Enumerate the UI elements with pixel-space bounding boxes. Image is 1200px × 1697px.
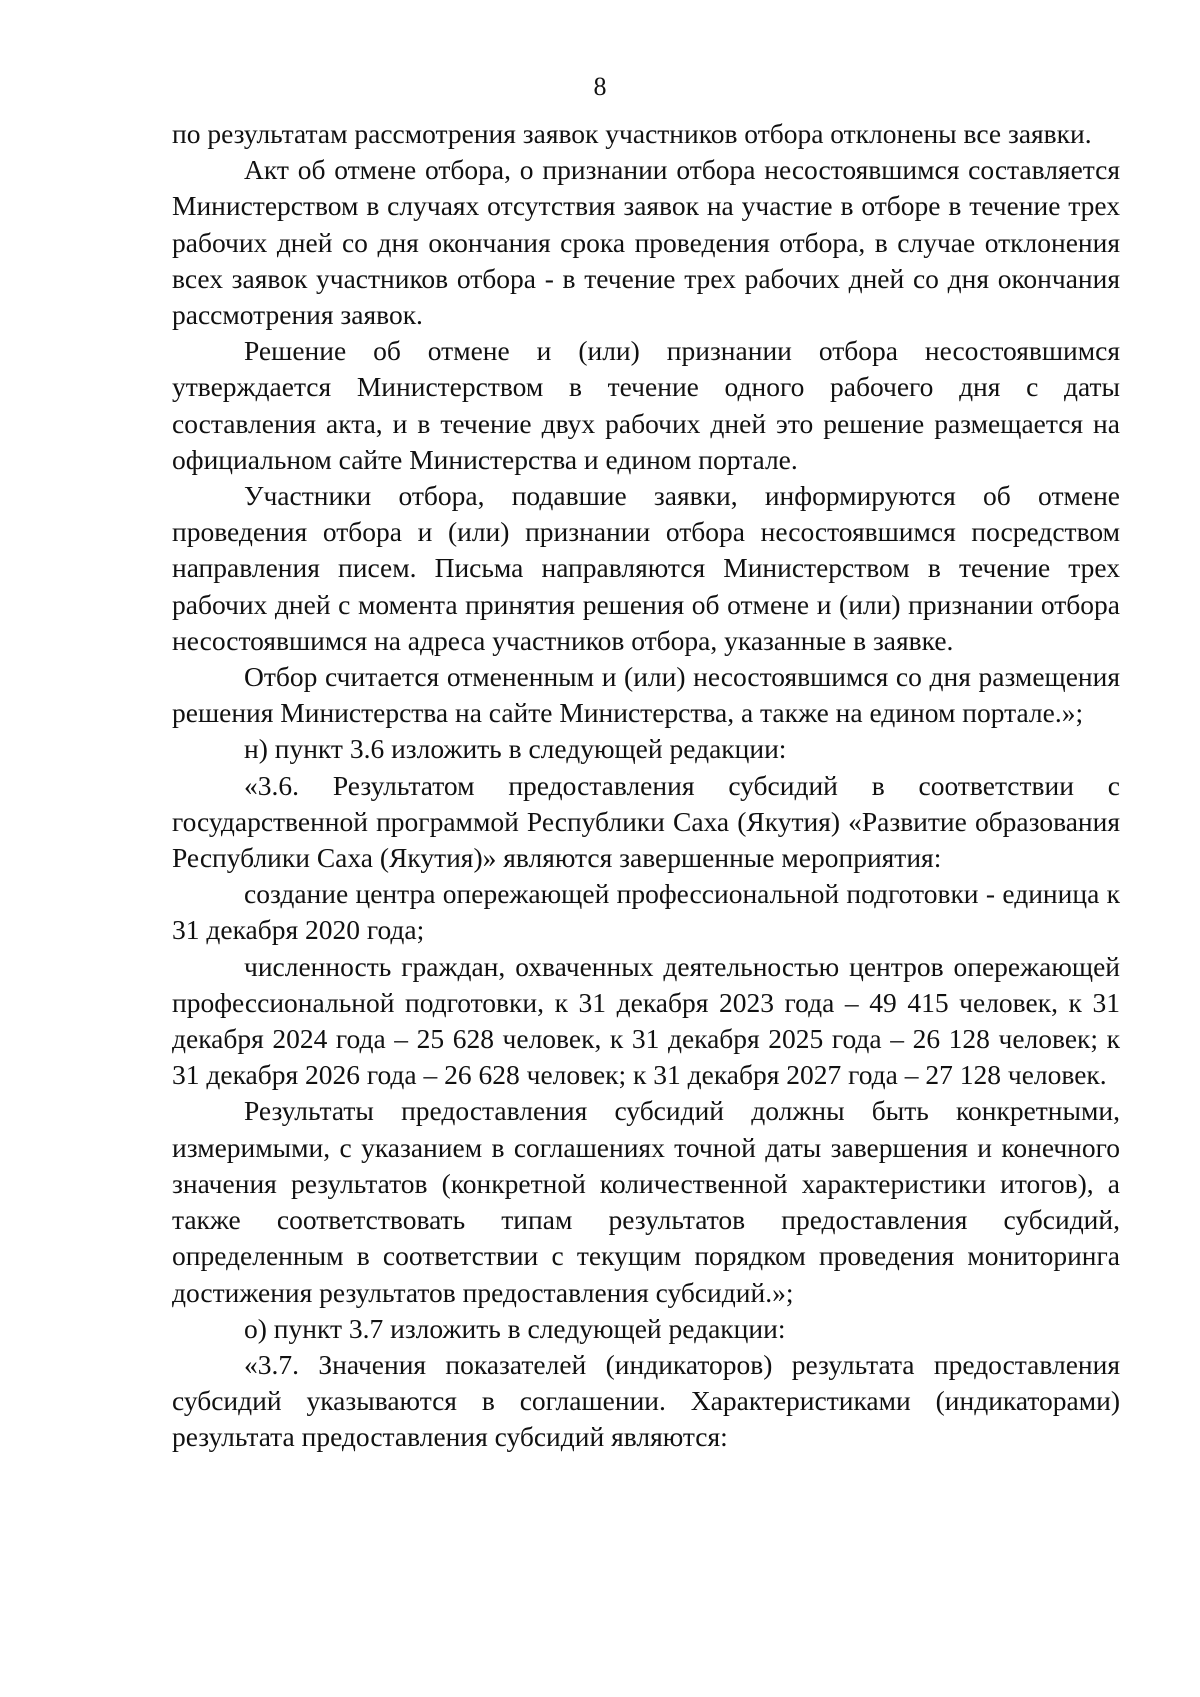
paragraph-10: Результаты предоставления субсидий должны быть конкретными, измеримыми, с указанием в соглашениях точной даты завершения и конечного значения результатов (конкретной количественной характеристики итогов), а также соответствовать типам результатов предоставления субсидий, определенным в соответствии с текущим порядком проведения мониторинга достижения результатов предоставления субсидий.»; bbox=[172, 1095, 1120, 1308]
paragraph-8: создание центра опережающей профессиональной подготовки - единица к 31 декабря 2020 года; bbox=[172, 878, 1120, 946]
paragraph-7: «3.6. Результатом предоставления субсидий в соответствии с государственной программой Республики Саха (Якутия) «Развитие образования Республики Саха (Якутия)» являются завершенные мероприятия: bbox=[172, 769, 1120, 874]
document-body bbox=[172, 116, 1120, 1456]
paragraph-11: о) пункт 3.7 изложить в следующей редакции: bbox=[244, 1312, 786, 1344]
paragraph-4: Участники отбора, подавшие заявки, информируются об отмене проведения отбора и (или) признании отбора несостоявшимся посредством направления писем. Письма направляются Министерством в течение трех рабочих дней с момента принятия решения об отмене и (или) признании отбора несостоявшимся на адреса участников отбора, указанные в заявке. bbox=[172, 480, 1120, 656]
page-number: 8 bbox=[593, 72, 607, 101]
paragraph-12: «3.7. Значения показателей (индикаторов) результата предоставления субсидий указываются в соглашении. Характеристиками (индикаторами) результата предоставления субсидий являются: bbox=[172, 1348, 1120, 1453]
paragraph-2: Акт об отмене отбора, о признании отбора несостоявшимся составляется Министерством в случаях отсутствия заявок на участие в отборе в течение трех рабочих дней со дня окончания срока проведения отбора, в случае отклонения всех заявок участников отбора - в течение трех рабочих дней со дня окончания рассмотрения заявок. bbox=[172, 154, 1120, 331]
paragraph-9: численность граждан, охваченных деятельностью центров опережающей профессиональной подготовки, к 31 декабря 2023 года – 49 415 человек, к 31 декабря 2024 года – 25 628 человек, к 31 декабря 2025 года – 26 128 человек; к 31 декабря 2026 года – 26 628 человек; к 31 декабря 2027 года – 27 128 человек. bbox=[172, 950, 1120, 1091]
paragraph-1: по результатам рассмотрения заявок участников отбора отклонены все заявки. bbox=[172, 118, 1092, 149]
paragraph-6: н) пункт 3.6 изложить в следующей редакции: bbox=[244, 733, 787, 765]
paragraph-5: Отбор считается отмененным и (или) несостоявшимся со дня размещения решения Министерства на сайте Министерства, а также на едином портале.»; bbox=[172, 661, 1120, 729]
paragraph-3: Решение об отмене и (или) признании отбора несостоявшимся утверждается Министерством в течение одного рабочего дня с даты составления акта, и в течение двух рабочих дней это решение размещается на официальном сайте Министерства и едином портале. bbox=[172, 335, 1120, 475]
